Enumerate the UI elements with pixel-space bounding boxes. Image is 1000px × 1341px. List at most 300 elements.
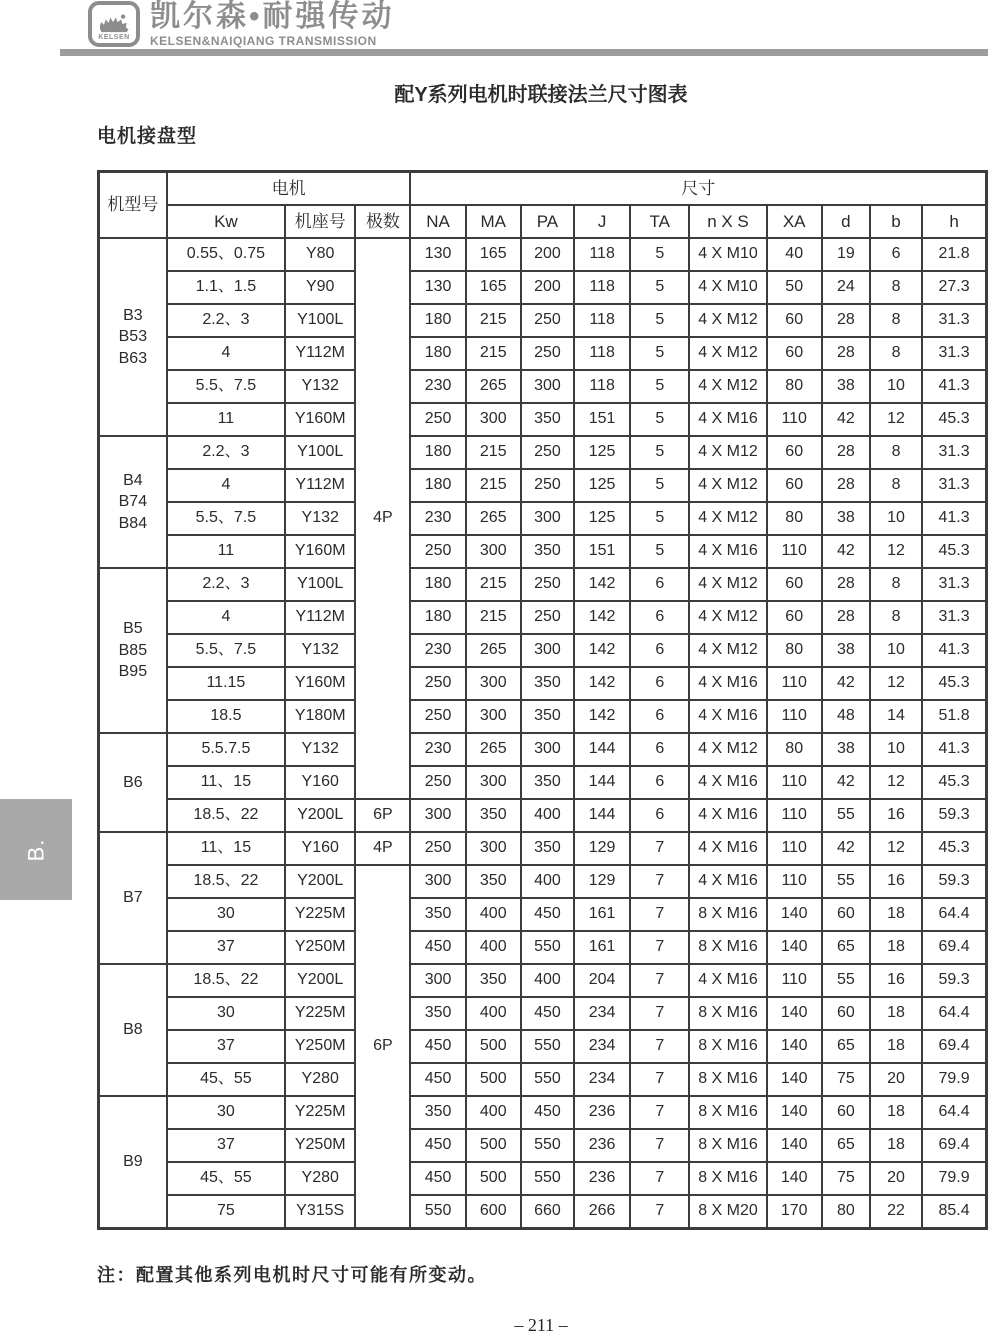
dim-cell: 31.3 (922, 601, 986, 634)
dim-cell: 38 (822, 733, 870, 766)
dim-cell: 4 X M16 (689, 799, 766, 832)
dim-cell: 6 (630, 700, 689, 733)
dim-cell: 350 (466, 865, 521, 898)
dim-cell: 69.4 (922, 1129, 986, 1162)
dim-cell: 38 (822, 502, 870, 535)
dim-cell: 151 (574, 535, 630, 568)
dim-cell: 7 (630, 1096, 689, 1129)
dim-cell: 230 (410, 502, 465, 535)
dim-cell: 41.3 (922, 733, 986, 766)
dim-cell: 18 (870, 898, 922, 931)
dim-cell: 400 (466, 898, 521, 931)
kw-cell: 11、15 (167, 766, 285, 799)
dim-cell: 125 (574, 502, 630, 535)
dim-cell: 161 (574, 931, 630, 964)
dim-cell: 550 (521, 1162, 574, 1195)
dim-cell: 8 X M16 (689, 1129, 766, 1162)
table-row (99, 1030, 987, 1063)
dim-cell: 350 (521, 403, 574, 436)
dim-cell: 4 X M12 (689, 601, 766, 634)
dim-cell: 48 (822, 700, 870, 733)
dim-cell: 110 (767, 832, 822, 865)
dim-cell: 142 (574, 601, 630, 634)
dim-cell: 79.9 (922, 1162, 986, 1195)
dim-cell: 38 (822, 370, 870, 403)
kw-cell: 18.5、22 (167, 964, 285, 997)
dim-cell: 215 (466, 469, 521, 502)
dim-cell: 550 (521, 1063, 574, 1096)
kw-cell: 30 (167, 997, 285, 1030)
dim-cell: 180 (410, 469, 465, 502)
dim-cell: 19 (822, 238, 870, 271)
table-row (99, 370, 987, 403)
kw-cell: 4 (167, 601, 285, 634)
dim-cell: 170 (767, 1195, 822, 1229)
section-index-letter: B. (22, 838, 48, 861)
dim-cell: 8 X M16 (689, 931, 766, 964)
table-row (99, 271, 987, 304)
model-code-cell (99, 238, 167, 436)
dim-cell: 350 (521, 766, 574, 799)
kw-cell: 18.5、22 (167, 799, 285, 832)
table-row (99, 799, 987, 832)
dim-cell: 265 (466, 370, 521, 403)
table-row (99, 1129, 987, 1162)
dim-cell: 5 (630, 304, 689, 337)
frame-cell: Y225M (285, 1096, 355, 1129)
table-row (99, 1096, 987, 1129)
table-row (99, 1063, 987, 1096)
model-code-line: B84 (118, 514, 148, 532)
dim-cell: 8 X M16 (689, 1096, 766, 1129)
dim-cell: 6 (630, 733, 689, 766)
dim-cell: 42 (822, 832, 870, 865)
table-row (99, 667, 987, 700)
dim-cell: 8 X M16 (689, 997, 766, 1030)
dim-cell: 350 (521, 700, 574, 733)
dim-cell: 7 (630, 832, 689, 865)
dim-cell: 144 (574, 799, 630, 832)
dim-cell: 5 (630, 337, 689, 370)
dim-cell: 60 (822, 898, 870, 931)
model-code-cell (99, 568, 167, 733)
kw-cell: 5.5、7.5 (167, 370, 285, 403)
dim-cell: 300 (521, 502, 574, 535)
frame-cell: Y160 (285, 766, 355, 799)
dim-cell: 230 (410, 370, 465, 403)
dim-cell: 140 (767, 1162, 822, 1195)
dim-cell: 8 (870, 271, 922, 304)
dim-cell: 350 (410, 997, 465, 1030)
kw-cell: 11 (167, 403, 285, 436)
dim-cell: 180 (410, 337, 465, 370)
dim-cell: 10 (870, 502, 922, 535)
dim-cell: 234 (574, 1063, 630, 1096)
dim-cell: 140 (767, 1063, 822, 1096)
dim-cell: 21.8 (922, 238, 986, 271)
dim-cell: 250 (410, 700, 465, 733)
kw-cell: 5.5、7.5 (167, 502, 285, 535)
dim-cell: 118 (574, 370, 630, 403)
dim-cell: 550 (521, 931, 574, 964)
dim-cell: 4 X M12 (689, 370, 766, 403)
dim-cell: 4 X M12 (689, 304, 766, 337)
kw-cell: 2.2、3 (167, 568, 285, 601)
dim-cell: 28 (822, 469, 870, 502)
dim-cell: 65 (822, 1030, 870, 1063)
table-row (99, 700, 987, 733)
dim-cell: 118 (574, 337, 630, 370)
dim-cell: 31.3 (922, 337, 986, 370)
model-code-line: B53 (118, 328, 148, 346)
poles-cell: 6P (355, 865, 410, 1229)
dim-cell: 265 (466, 502, 521, 535)
dim-cell: 60 (767, 601, 822, 634)
dim-cell: 300 (521, 634, 574, 667)
poles-cell: 6P (355, 799, 410, 832)
dim-cell: 129 (574, 865, 630, 898)
kw-cell: 2.2、3 (167, 304, 285, 337)
dim-cell: 215 (466, 601, 521, 634)
dim-cell: 230 (410, 733, 465, 766)
dim-cell: 41.3 (922, 502, 986, 535)
dim-cell: 6 (630, 601, 689, 634)
kw-cell: 5.5、7.5 (167, 634, 285, 667)
col-header-na: NA (410, 205, 465, 238)
dim-cell: 250 (521, 436, 574, 469)
gear-caterpillar-icon (98, 13, 130, 33)
table-row (99, 997, 987, 1030)
dim-cell: 64.4 (922, 1096, 986, 1129)
dim-cell: 10 (870, 634, 922, 667)
dim-cell: 5 (630, 469, 689, 502)
dim-cell: 300 (521, 733, 574, 766)
dim-cell: 18 (870, 997, 922, 1030)
dim-cell: 41.3 (922, 634, 986, 667)
dim-cell: 300 (466, 832, 521, 865)
dim-cell: 42 (822, 667, 870, 700)
kw-cell: 18.5 (167, 700, 285, 733)
dim-cell: 400 (521, 964, 574, 997)
kw-cell: 1.1、1.5 (167, 271, 285, 304)
dim-cell: 450 (410, 1162, 465, 1195)
table-row (99, 733, 987, 766)
dim-cell: 550 (521, 1129, 574, 1162)
model-code-cell (99, 964, 167, 1096)
dim-cell: 55 (822, 865, 870, 898)
col-header-nxs: n X S (689, 205, 766, 238)
dim-cell: 6 (630, 568, 689, 601)
frame-cell: Y112M (285, 337, 355, 370)
dim-cell: 45.3 (922, 403, 986, 436)
frame-cell: Y280 (285, 1162, 355, 1195)
dim-cell: 65 (822, 931, 870, 964)
dim-cell: 80 (767, 370, 822, 403)
model-code-line: B6 (123, 773, 143, 791)
dim-cell: 5 (630, 535, 689, 568)
table-row (99, 502, 987, 535)
col-header-d: d (822, 205, 870, 238)
dim-cell: 55 (822, 964, 870, 997)
dim-cell: 6 (630, 799, 689, 832)
table-row (99, 337, 987, 370)
dim-cell: 600 (466, 1195, 521, 1229)
dim-cell: 4 X M16 (689, 832, 766, 865)
header-rule-bar (60, 49, 988, 56)
dim-cell: 4 X M16 (689, 667, 766, 700)
dim-cell: 51.8 (922, 700, 986, 733)
kw-cell: 75 (167, 1195, 285, 1229)
dim-cell: 350 (521, 667, 574, 700)
table-row (99, 931, 987, 964)
frame-cell: Y280 (285, 1063, 355, 1096)
dim-cell: 55 (822, 799, 870, 832)
col-header-j: J (574, 205, 630, 238)
dim-cell: 142 (574, 634, 630, 667)
dim-cell: 60 (767, 568, 822, 601)
frame-cell: Y250M (285, 1129, 355, 1162)
dim-cell: 5 (630, 436, 689, 469)
dim-cell: 59.3 (922, 865, 986, 898)
dim-cell: 8 X M16 (689, 1030, 766, 1063)
frame-cell: Y180M (285, 700, 355, 733)
dim-cell: 42 (822, 766, 870, 799)
dim-cell: 18 (870, 931, 922, 964)
dim-cell: 7 (630, 1195, 689, 1229)
dim-cell: 140 (767, 1129, 822, 1162)
dim-cell: 64.4 (922, 997, 986, 1030)
dim-cell: 8 (870, 601, 922, 634)
dim-cell: 110 (767, 964, 822, 997)
dim-cell: 7 (630, 997, 689, 1030)
frame-cell: Y250M (285, 1030, 355, 1063)
model-code-line: B63 (118, 349, 148, 367)
dim-cell: 142 (574, 667, 630, 700)
frame-cell: Y250M (285, 931, 355, 964)
dim-cell: 250 (410, 667, 465, 700)
dim-cell: 4 X M16 (689, 403, 766, 436)
col-header-poles: 极数 (355, 205, 410, 238)
dim-cell: 8 (870, 304, 922, 337)
dim-cell: 80 (822, 1195, 870, 1229)
frame-cell: Y90 (285, 271, 355, 304)
dim-cell: 350 (521, 535, 574, 568)
dim-cell: 28 (822, 436, 870, 469)
dim-cell: 40 (767, 238, 822, 271)
dim-cell: 500 (466, 1162, 521, 1195)
dim-cell: 110 (767, 403, 822, 436)
dim-cell: 7 (630, 1030, 689, 1063)
kw-cell: 37 (167, 1030, 285, 1063)
col-header-h: h (922, 205, 986, 238)
kw-cell: 37 (167, 931, 285, 964)
footnote: 注：配置其他系列电机时尺寸可能有所变动。 (97, 1265, 487, 1285)
dim-cell: 400 (466, 931, 521, 964)
dim-cell: 16 (870, 964, 922, 997)
dim-cell: 28 (822, 304, 870, 337)
table-row (99, 601, 987, 634)
dim-cell: 180 (410, 568, 465, 601)
dim-cell: 60 (767, 436, 822, 469)
dim-cell: 8 X M20 (689, 1195, 766, 1229)
frame-cell: Y225M (285, 898, 355, 931)
dim-cell: 400 (521, 799, 574, 832)
dim-cell: 8 (870, 337, 922, 370)
dim-cell: 16 (870, 799, 922, 832)
dim-cell: 236 (574, 1129, 630, 1162)
dim-cell: 250 (521, 337, 574, 370)
kw-cell: 4 (167, 337, 285, 370)
dim-cell: 250 (410, 535, 465, 568)
dim-cell: 204 (574, 964, 630, 997)
table-row (99, 304, 987, 337)
dim-cell: 250 (521, 304, 574, 337)
dim-cell: 140 (767, 898, 822, 931)
dim-cell: 300 (466, 667, 521, 700)
model-code-cell (99, 436, 167, 568)
table-row (99, 766, 987, 799)
dim-cell: 6 (630, 766, 689, 799)
dim-cell: 27.3 (922, 271, 986, 304)
dim-cell: 300 (466, 700, 521, 733)
dim-cell: 118 (574, 238, 630, 271)
dim-cell: 350 (410, 898, 465, 931)
dim-cell: 180 (410, 436, 465, 469)
model-code-cell (99, 1096, 167, 1229)
frame-cell: Y100L (285, 568, 355, 601)
frame-cell: Y80 (285, 238, 355, 271)
dim-cell: 4 X M12 (689, 733, 766, 766)
table-header-row-1 (99, 172, 987, 206)
dim-cell: 215 (466, 436, 521, 469)
brand-logo (88, 1, 140, 47)
dim-cell: 215 (466, 568, 521, 601)
section-index-tab (0, 799, 72, 900)
table-row (99, 634, 987, 667)
kw-cell: 4 (167, 469, 285, 502)
dim-cell: 215 (466, 304, 521, 337)
frame-cell: Y160 (285, 832, 355, 865)
model-code-cell (99, 832, 167, 964)
kw-cell: 45、55 (167, 1162, 285, 1195)
dim-cell: 450 (410, 1063, 465, 1096)
dim-cell: 20 (870, 1162, 922, 1195)
dim-cell: 5 (630, 502, 689, 535)
table-row (99, 832, 987, 865)
frame-cell: Y100L (285, 304, 355, 337)
dim-cell: 60 (767, 469, 822, 502)
dim-cell: 118 (574, 304, 630, 337)
col-header-b: b (870, 205, 922, 238)
dim-cell: 161 (574, 898, 630, 931)
model-code-line: B74 (118, 493, 148, 511)
dim-cell: 140 (767, 931, 822, 964)
page-title: 配Y系列电机时联接法兰尺寸图表 (394, 84, 688, 106)
frame-cell: Y132 (285, 634, 355, 667)
table-header-row-2 (99, 205, 987, 238)
dim-cell: 142 (574, 568, 630, 601)
col-header-model: 机型号 (99, 172, 167, 239)
col-header-xa: XA (767, 205, 822, 238)
frame-cell: Y160M (285, 535, 355, 568)
dim-cell: 144 (574, 766, 630, 799)
dim-cell: 45.3 (922, 535, 986, 568)
dim-cell: 265 (466, 733, 521, 766)
dim-cell: 60 (822, 997, 870, 1030)
dim-cell: 130 (410, 271, 465, 304)
dim-cell: 45.3 (922, 667, 986, 700)
frame-cell: Y112M (285, 601, 355, 634)
dim-cell: 118 (574, 271, 630, 304)
dim-cell: 50 (767, 271, 822, 304)
dim-cell: 60 (767, 337, 822, 370)
col-header-ma: MA (466, 205, 521, 238)
dim-cell: 85.4 (922, 1195, 986, 1229)
frame-cell: Y132 (285, 370, 355, 403)
dim-cell: 7 (630, 964, 689, 997)
dim-cell: 165 (466, 271, 521, 304)
dim-cell: 12 (870, 832, 922, 865)
dim-cell: 38 (822, 634, 870, 667)
model-code-line: B4 (123, 471, 143, 489)
dim-cell: 59.3 (922, 799, 986, 832)
dim-cell: 10 (870, 733, 922, 766)
dim-cell: 234 (574, 997, 630, 1030)
dim-cell: 4 X M12 (689, 469, 766, 502)
col-header-frame: 机座号 (285, 205, 355, 238)
dim-cell: 80 (767, 733, 822, 766)
dim-cell: 4 X M16 (689, 535, 766, 568)
dim-cell: 350 (466, 799, 521, 832)
dim-cell: 450 (410, 931, 465, 964)
dim-cell: 180 (410, 601, 465, 634)
dim-cell: 12 (870, 403, 922, 436)
dim-cell: 300 (466, 403, 521, 436)
table-row (99, 469, 987, 502)
dim-cell: 4 X M12 (689, 337, 766, 370)
dim-cell: 6 (630, 667, 689, 700)
table-row (99, 568, 987, 601)
dim-cell: 69.4 (922, 931, 986, 964)
dim-cell: 250 (521, 469, 574, 502)
dim-cell: 5 (630, 403, 689, 436)
dim-cell: 18 (870, 1096, 922, 1129)
dim-cell: 5 (630, 238, 689, 271)
kw-cell: 37 (167, 1129, 285, 1162)
dim-cell: 110 (767, 700, 822, 733)
dim-cell: 350 (410, 1096, 465, 1129)
dim-cell: 41.3 (922, 370, 986, 403)
dim-cell: 200 (521, 271, 574, 304)
dim-cell: 8 X M16 (689, 1063, 766, 1096)
col-group-motor: 电机 (167, 172, 411, 206)
frame-cell: Y100L (285, 436, 355, 469)
model-code-line: B85 (118, 641, 148, 659)
dim-cell: 4 X M16 (689, 964, 766, 997)
kw-cell: 11、15 (167, 832, 285, 865)
dim-cell: 140 (767, 997, 822, 1030)
dim-cell: 4 X M12 (689, 436, 766, 469)
dim-cell: 265 (466, 634, 521, 667)
kw-cell: 45、55 (167, 1063, 285, 1096)
dim-cell: 300 (410, 964, 465, 997)
frame-cell: Y112M (285, 469, 355, 502)
kw-cell: 30 (167, 898, 285, 931)
kw-cell: 11 (167, 535, 285, 568)
dim-cell: 215 (466, 337, 521, 370)
dim-cell: 5 (630, 370, 689, 403)
dim-cell: 165 (466, 238, 521, 271)
